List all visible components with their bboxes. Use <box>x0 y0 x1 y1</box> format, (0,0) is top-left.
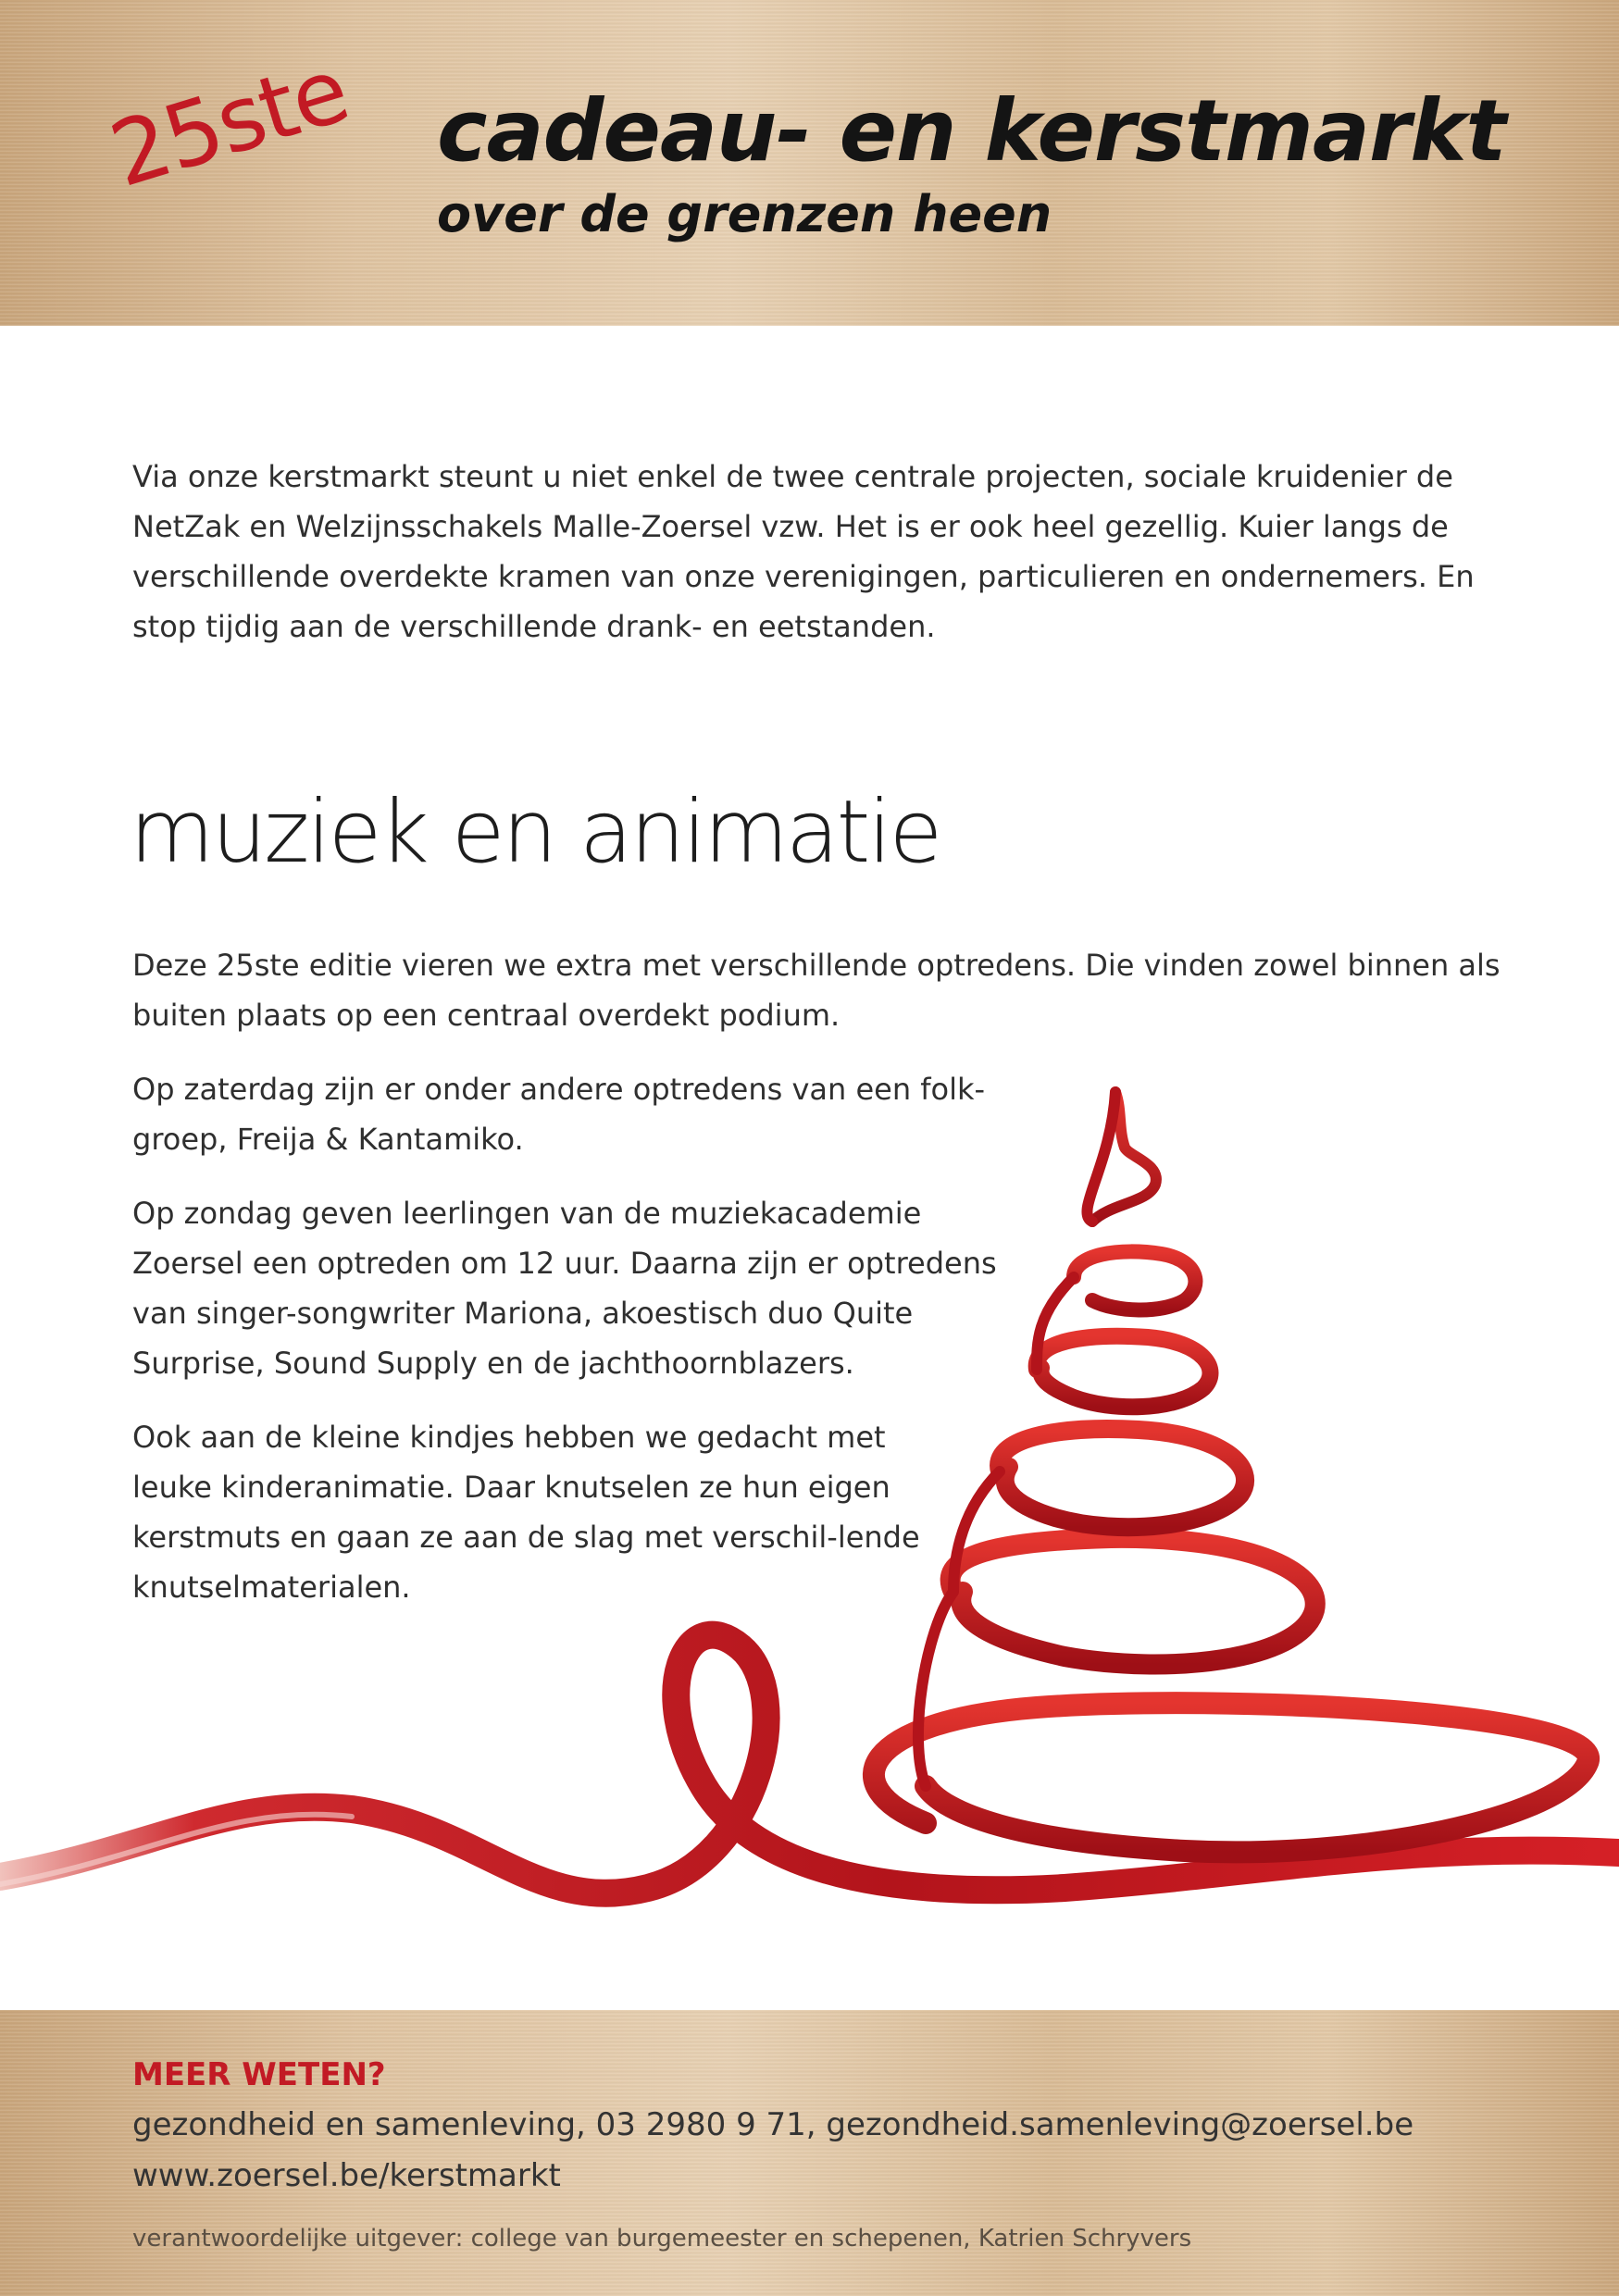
body-paragraph-1: Deze 25ste editie vieren we extra met verschillende optredens. Die vinden zowel binnen als buiten plaats op een centraal overdekt podium. <box>132 948 1501 1033</box>
ribbon-base-strand <box>0 1635 1619 1893</box>
footer-banner <box>0 2010 1619 2296</box>
body-paragraph-3: Op zondag geven leerlingen van de muziekacademie Zoersel een optreden om 12 uur. Daarna zijn er optredens van singer-songwriter Mariona, akoestisch duo Quite Surprise, Sound Supply en de jachthoornblazers. <box>132 1196 997 1381</box>
ribbon-christmas-tree-illustration <box>0 1083 1619 2008</box>
page-title: cadeau- en kerstmarkt <box>437 81 1506 180</box>
body-paragraph-4: Ook aan de kleine kindjes hebben we gedacht met leuke kinderanimatie. Daar knutselen ze hun eigen kerstmuts en gaan ze aan de slag met verschil-lende knutselmaterialen. <box>132 1420 920 1605</box>
more-info-heading: MEER WETEN? <box>132 2056 386 2093</box>
ribbon-loop-3 <box>1037 1336 1211 1407</box>
page-subtitle: over de grenzen heen <box>437 185 1052 243</box>
section-heading: muziek en animatie <box>130 782 940 883</box>
ribbon-loop-6 <box>874 1703 1588 1852</box>
body-paragraph-2: Op zaterdag zijn er onder andere optredens van een folk-groep, Freija & Kantamiko. <box>132 1072 986 1157</box>
ribbon-loop-4 <box>999 1429 1245 1527</box>
intro-paragraph: Via onze kerstmarkt steunt u niet enkel de twee centrale projecten, sociale kruidenier de NetZak en Welzijnsschakels Malle-Zoersel vzw. Het is er ook heel gezellig. Kuier langs de verschillende overdekte kramen van onze verenigingen, particulieren en ondernemers. En stop tijdig aan de verschillende drank- en eetstanden. <box>132 459 1475 644</box>
publisher-note: verantwoordelijke uitgever: college van burgemeester en schepenen, Katrien Schryvers <box>132 2225 1192 2253</box>
contact-info: gezondheid en samenleving, 03 2980 9 71, gezondheid.samenleving@zoersel.be <box>132 2106 1414 2143</box>
ribbon-loop-5 <box>951 1538 1315 1665</box>
edition-badge: 25ste <box>99 38 359 207</box>
ribbon-loop-2 <box>1074 1251 1195 1309</box>
website-link[interactable]: www.zoersel.be/kerstmarkt <box>132 2157 561 2194</box>
